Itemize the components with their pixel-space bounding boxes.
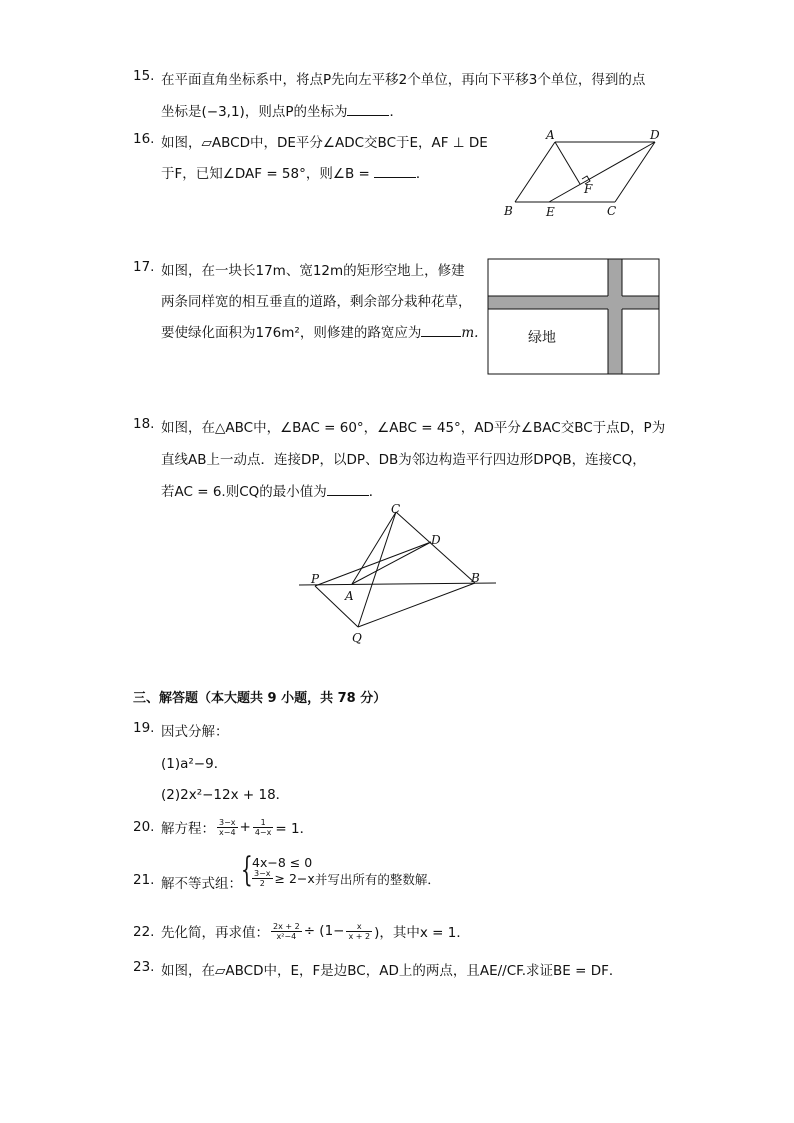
q19-number: 19. <box>133 720 155 736</box>
q16-side-ab <box>515 142 555 202</box>
q18-segment-ca <box>352 512 396 584</box>
q21-inequality-2 <box>250 869 440 888</box>
q16-label-a: A <box>546 128 555 142</box>
q23-number: 23. <box>133 959 155 975</box>
q21-f-numerator: 3−x <box>254 869 271 878</box>
q16-label-c: C <box>607 204 617 218</box>
q16-segment-de <box>549 142 655 202</box>
q16-side-dc <box>615 142 655 202</box>
q22-suffix: )，其中x = 1． <box>374 925 470 941</box>
q15-line2-end: ． <box>389 104 403 120</box>
q17-vertical-road <box>608 259 622 374</box>
q20-plus: + <box>239 819 251 835</box>
q17-line3-text: 要使绿化面积为176m²，则修建的路宽应为 <box>161 325 422 341</box>
q19-part1: (1)a²−9． <box>161 756 228 772</box>
q23-text: 如图，在▱ABCD中，E，F是边BC，AD上的两点，且AE//CF.求证BE = DF． <box>161 963 623 979</box>
q21-inequality-2-rest: ≥ 2−x <box>274 871 315 886</box>
q22-fraction-2 <box>346 922 372 941</box>
q18-segment-cb <box>396 512 475 583</box>
q16-label-f: F <box>584 182 593 196</box>
q18-label-a: A <box>345 589 354 603</box>
q20-f1-numerator: 3−x <box>219 817 236 827</box>
q17-number: 17. <box>133 259 155 275</box>
q18-segment-pd <box>315 542 431 586</box>
q18-label-q: Q <box>352 631 362 645</box>
q17-line3 <box>161 321 478 341</box>
section3-title: 三、解答题（本大题共 9 小题，共 78 分） <box>133 691 387 706</box>
q18-label-d: D <box>431 533 441 547</box>
q18-segment-cq <box>358 512 396 627</box>
q22-prefix: 先化简，再求值： <box>161 925 269 941</box>
q20-f1-denominator: x−4 <box>219 827 236 837</box>
q22-f1-numerator: 2x + 2 <box>273 921 300 931</box>
q20-fraction-2 <box>253 818 274 837</box>
q16-number: 16. <box>133 131 155 147</box>
q21-inequality-1: 4x−8 ≤ 0 <box>252 855 313 870</box>
q16-label-d: D <box>650 128 660 142</box>
q22-fraction-1 <box>271 922 302 941</box>
q18-line2: 直线AB上一动点．连接DP，以DP、DB为邻边构造平行四边形DPQB，连接CQ， <box>161 452 646 468</box>
q15-line2-text: 坐标是(−3,1)，则点P的坐标为 <box>161 104 348 120</box>
q20-suffix: = 1． <box>275 821 314 837</box>
q18-label-b: B <box>471 571 480 585</box>
q20-fraction-1 <box>217 818 238 837</box>
q18-line3-text: 若AC = 6.则CQ的最小值为 <box>161 484 327 500</box>
q15-number: 15. <box>133 68 155 84</box>
q18-answer-blank <box>327 483 369 496</box>
q16-label-b: B <box>504 204 513 218</box>
q18-line3-end: ． <box>368 484 383 500</box>
q17-line2: 两条同样宽的相互垂直的道路，剩余部分栽种花草， <box>161 294 472 310</box>
q16-parallelogram-figure <box>498 124 668 220</box>
q20-f2-denominator: 4−x <box>254 827 272 837</box>
q22-f2-numerator: x <box>346 922 372 932</box>
q17-green-label: 绿地 <box>528 330 556 346</box>
q18-segment-ad <box>352 542 431 584</box>
q16-label-e: E <box>546 205 555 219</box>
q21-prefix: 解不等式组： <box>161 876 242 892</box>
q21-fraction <box>252 869 273 888</box>
q21-brace: { <box>240 850 253 890</box>
q16-line2-end: ． <box>415 166 430 182</box>
q19-part2: (2)2x²−12x + 18． <box>161 787 290 803</box>
q18-line1: 如图，在△ABC中，∠BAC = 60°，∠ABC = 45°，AD平分∠BAC交BC于点D，P为 <box>161 420 666 436</box>
q22-f1-denominator: x²−4 <box>276 931 297 941</box>
q17-line1: 如图，在一块长17m、宽12m的矩形空地上，修建 <box>161 263 465 279</box>
q19-text: 因式分解： <box>161 724 229 740</box>
q22-mid: ÷ (1− <box>303 923 345 939</box>
q18-line3 <box>161 480 382 500</box>
q15-answer-blank <box>347 103 389 116</box>
q16-line1: 如图，▱ABCD中，DE平分∠ADC交BC于E，AF ⊥ DE <box>161 135 488 151</box>
q20-number: 20. <box>133 819 155 835</box>
q17-horizontal-road <box>488 296 659 309</box>
q18-segment-qb <box>358 583 475 627</box>
q18-triangle-figure <box>294 500 500 650</box>
q20-prefix: 解方程： <box>161 821 215 837</box>
q18-line-ab <box>299 583 496 585</box>
q16-line2-text: 于F，已知∠DAF = 58°，则∠B = <box>161 166 370 182</box>
q20-equation <box>161 811 313 843</box>
q15-line2 <box>161 100 403 120</box>
q20-f2-numerator: 1 <box>253 818 274 828</box>
q18-number: 18. <box>133 416 155 432</box>
q17-field-figure <box>487 258 661 376</box>
q17-field-rect <box>488 259 659 374</box>
q21-f-denominator: 2 <box>259 879 265 888</box>
q21-suffix: 并写出所有的整数解． <box>314 871 440 887</box>
q22-number: 22. <box>133 924 155 940</box>
q16-segment-af <box>555 142 580 184</box>
q18-label-c: C <box>391 502 401 516</box>
q21-number: 21. <box>133 872 155 888</box>
q16-line2 <box>161 162 429 182</box>
q17-answer-blank <box>421 324 461 337</box>
q15-line1: 在平面直角坐标系中，将点P先向左平移2个单位，再向下平移3个单位，得到的点 <box>161 72 646 88</box>
q17-unit: m. <box>461 325 479 341</box>
q22-expression <box>161 915 470 947</box>
q16-answer-blank <box>374 165 416 178</box>
q22-f2-denominator: x + 2 <box>348 931 371 941</box>
q18-label-p: P <box>311 572 320 586</box>
